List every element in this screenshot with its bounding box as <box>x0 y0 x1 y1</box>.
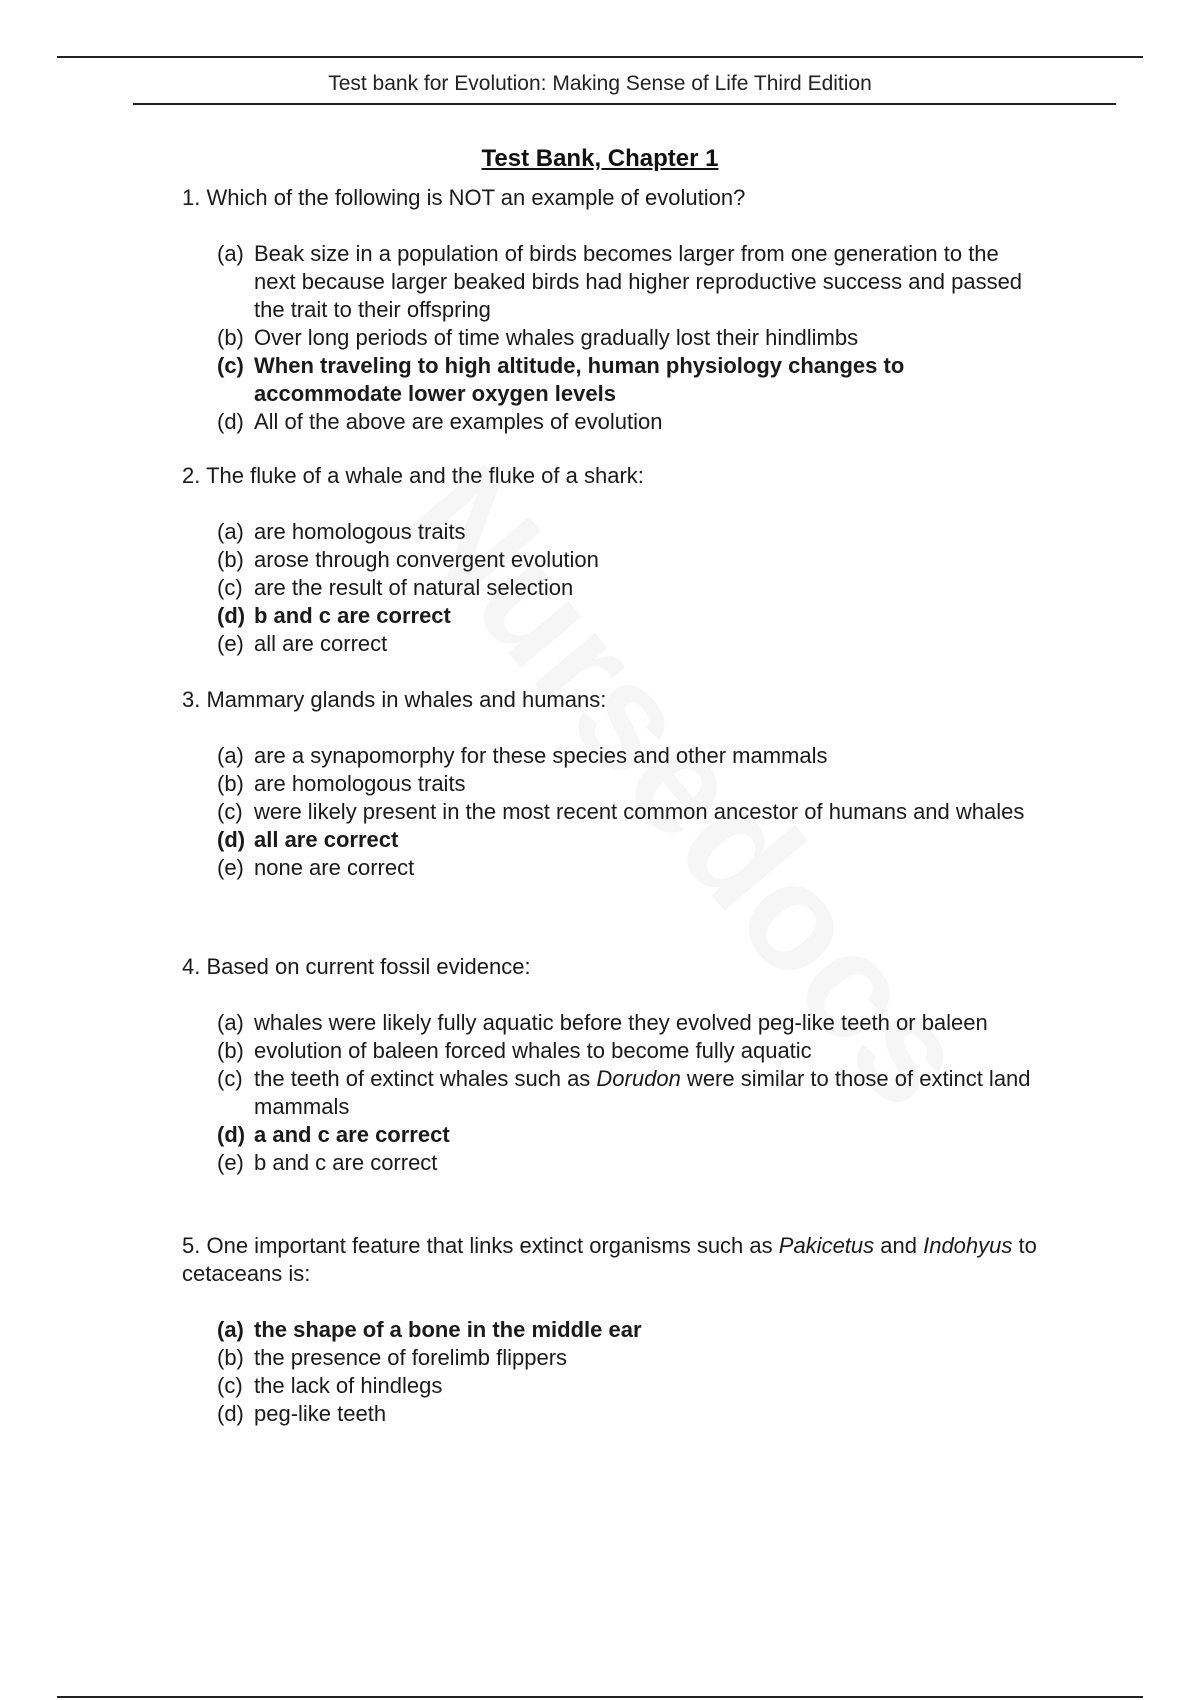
header-rule <box>133 103 1116 105</box>
option-text-part: the teeth of extinct whales such as <box>254 1066 597 1091</box>
option-e <box>217 1149 1042 1177</box>
question-text: Mammary glands in whales and humans: <box>206 687 607 712</box>
option-letter: (c) <box>217 353 244 378</box>
option-d <box>217 1400 1042 1428</box>
option-list <box>182 240 1042 436</box>
option-d-correct <box>217 602 1042 630</box>
question-number: 4. <box>182 954 201 979</box>
option-text: are homologous traits <box>254 519 466 544</box>
question-text-part: One important feature that links extinct organisms such as <box>206 1233 779 1258</box>
option-a <box>217 742 1042 770</box>
option-text: the lack of hindlegs <box>254 1373 443 1398</box>
page-title: Test Bank, Chapter 1 <box>481 145 719 172</box>
option-letter: (b) <box>217 1345 244 1370</box>
option-c <box>217 1065 1042 1121</box>
question-stem <box>182 184 1042 212</box>
option-text: a and c are correct <box>254 1122 450 1147</box>
option-c-correct <box>217 352 1042 408</box>
option-letter: (d) <box>217 1401 244 1426</box>
question-stem <box>182 686 1042 714</box>
option-a <box>217 518 1042 546</box>
option-text: all are correct <box>254 827 399 852</box>
option-text: b and c are correct <box>254 603 451 628</box>
option-text: peg-like teeth <box>254 1401 387 1426</box>
option-a-correct <box>217 1316 1042 1344</box>
option-text: b and c are correct <box>254 1150 438 1175</box>
question-5 <box>182 1232 1042 1428</box>
option-letter: (a) <box>217 743 244 768</box>
option-c <box>217 1372 1042 1400</box>
option-letter: (d) <box>217 1122 246 1147</box>
option-text: none are correct <box>254 855 415 880</box>
option-text <box>254 1066 1031 1119</box>
question-number: 1. <box>182 185 201 210</box>
question-text: Which of the following is NOT an example of evolution? <box>206 185 746 210</box>
option-text: were likely present in the most recent common ancestor of humans and whales <box>254 799 1025 824</box>
option-text: When traveling to high altitude, human physiology changes to accommodate lower oxygen levels <box>254 353 905 406</box>
option-d-correct <box>217 826 1042 854</box>
option-d-correct <box>217 1121 1042 1149</box>
option-letter: (a) <box>217 241 244 266</box>
option-letter: (b) <box>217 325 244 350</box>
option-text: the shape of a bone in the middle ear <box>254 1317 642 1342</box>
option-letter: (c) <box>217 1066 243 1091</box>
option-text: are a synapomorphy for these species and other mammals <box>254 743 828 768</box>
option-letter: (c) <box>217 575 243 600</box>
option-letter: (b) <box>217 547 244 572</box>
running-header: Test bank for Evolution: Making Sense of Life Third Edition <box>328 72 872 95</box>
option-list <box>182 518 1042 658</box>
question-text-part: to cetaceans is: <box>182 1233 1037 1286</box>
option-d <box>217 408 1042 436</box>
option-letter: (b) <box>217 1038 244 1063</box>
question-stem <box>182 1232 1042 1288</box>
species-name-dorudon: Dorudon <box>596 1066 681 1091</box>
option-c <box>217 574 1042 602</box>
option-b <box>217 770 1042 798</box>
question-4 <box>182 953 1042 1177</box>
option-text: evolution of baleen forced whales to become fully aquatic <box>254 1038 812 1063</box>
question-2 <box>182 462 1042 658</box>
option-text-part: were similar to those of extinct land mammals <box>254 1066 1031 1119</box>
question-stem <box>182 462 1042 490</box>
option-letter: (c) <box>217 799 243 824</box>
option-letter: (e) <box>217 631 244 656</box>
option-letter: (b) <box>217 771 244 796</box>
option-letter: (d) <box>217 603 246 628</box>
question-number: 3. <box>182 687 201 712</box>
question-stem <box>182 953 1042 981</box>
top-rule <box>57 56 1143 58</box>
option-letter: (a) <box>217 1317 244 1342</box>
option-text: arose through convergent evolution <box>254 547 599 572</box>
option-text: are homologous traits <box>254 771 466 796</box>
question-number: 2. <box>182 463 201 488</box>
question-text-part: and <box>874 1233 924 1258</box>
option-text: the presence of forelimb flippers <box>254 1345 568 1370</box>
option-text: all are correct <box>254 631 388 656</box>
option-letter: (e) <box>217 1150 244 1175</box>
option-letter: (c) <box>217 1373 243 1398</box>
option-list <box>182 1009 1042 1177</box>
species-name-indohyus: Indohyus <box>923 1233 1013 1258</box>
option-letter: (d) <box>217 409 244 434</box>
option-e <box>217 630 1042 658</box>
option-text: whales were likely fully aquatic before they evolved peg-like teeth or baleen <box>254 1010 988 1035</box>
option-b <box>217 1037 1042 1065</box>
option-text: Beak size in a population of birds becomes larger from one generation to the next because larger beaked birds had higher reproductive success and passed the trait to their offspring <box>254 241 1023 322</box>
question-text: Based on current fossil evidence: <box>206 954 531 979</box>
option-b <box>217 1344 1042 1372</box>
option-text: are the result of natural selection <box>254 575 574 600</box>
option-e <box>217 854 1042 882</box>
option-letter: (a) <box>217 519 244 544</box>
option-a <box>217 240 1042 324</box>
question-text: The fluke of a whale and the fluke of a shark: <box>206 463 644 488</box>
question-3 <box>182 686 1042 882</box>
question-number: 5. <box>182 1233 201 1258</box>
option-letter: (a) <box>217 1010 244 1035</box>
option-c <box>217 798 1042 826</box>
option-list <box>182 742 1042 882</box>
bottom-rule <box>57 1696 1143 1698</box>
option-a <box>217 1009 1042 1037</box>
option-letter: (e) <box>217 855 244 880</box>
option-b <box>217 546 1042 574</box>
option-text: Over long periods of time whales gradually lost their hindlimbs <box>254 325 859 350</box>
species-name-pakicetus: Pakicetus <box>778 1233 875 1258</box>
option-letter: (d) <box>217 827 246 852</box>
option-b <box>217 324 1042 352</box>
option-text: All of the above are examples of evolution <box>254 409 663 434</box>
option-list <box>182 1316 1042 1428</box>
question-1 <box>182 184 1042 436</box>
